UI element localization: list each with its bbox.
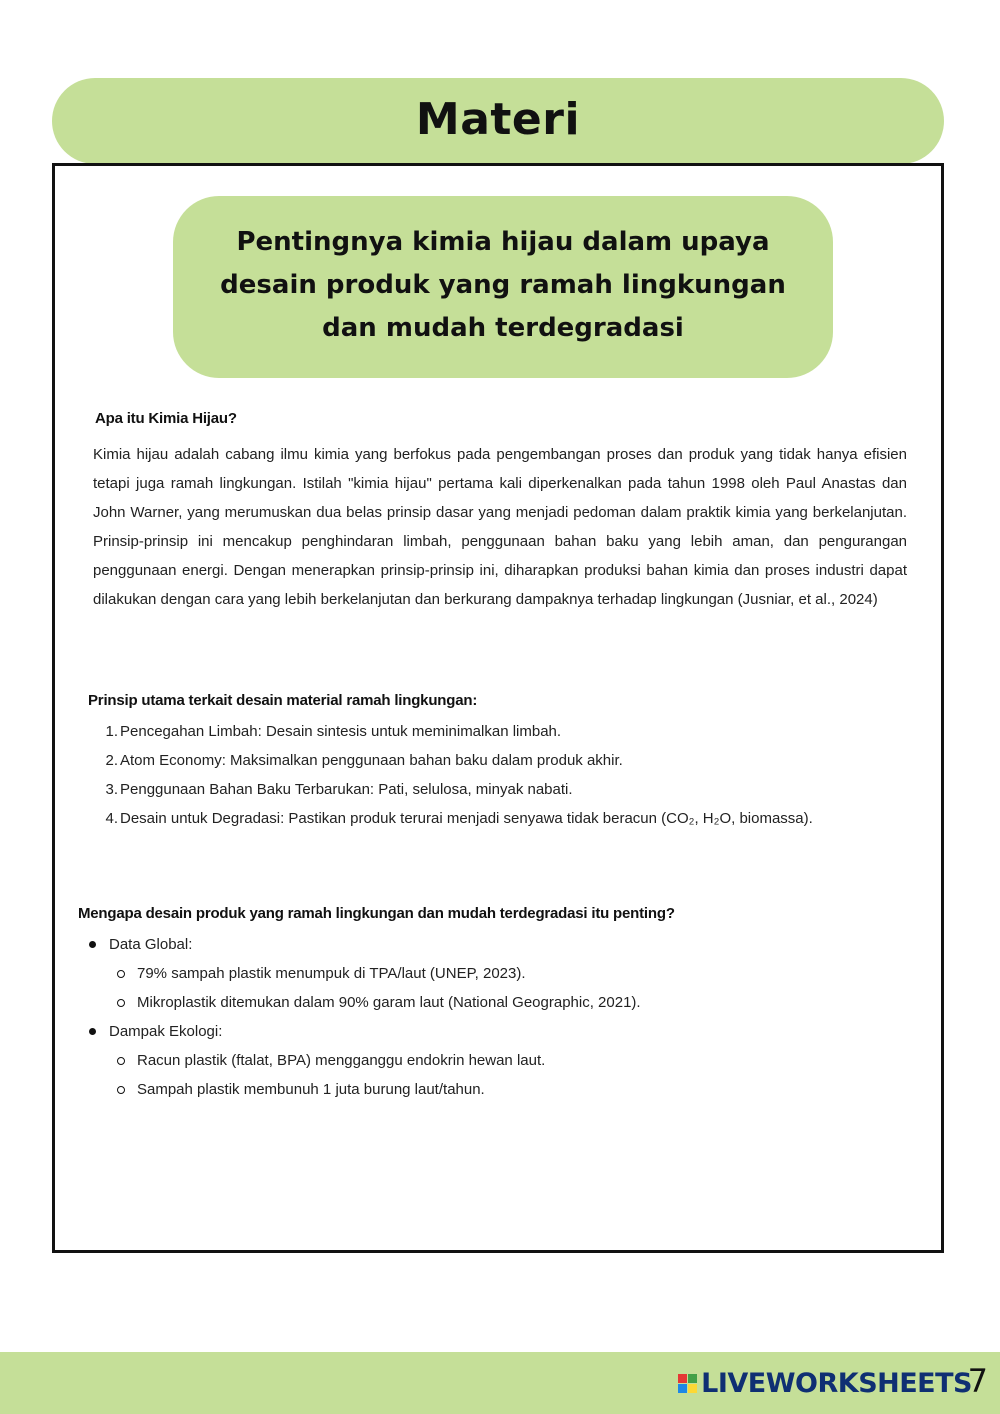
liveworksheets-logo[interactable]	[678, 1368, 972, 1399]
sub-bullet-icon	[117, 1086, 125, 1094]
page-title: Materi	[415, 93, 581, 145]
list-item: 4. Desain untuk Degradasi: Pastikan produk terurai menjadi senyawa tidak beracun (CO₂, H₂O, biomassa).	[105, 810, 813, 827]
list-item: Mikroplastik ditemukan dalam 90% garam laut (National Geographic, 2021).	[83, 988, 883, 1017]
bullet-icon	[89, 1028, 96, 1035]
list-item: Racun plastik (ftalat, BPA) mengganggu endokrin hewan laut.	[83, 1046, 883, 1075]
sub-bullet-icon	[117, 1057, 125, 1065]
principles-list	[99, 717, 879, 833]
sub-bullet-icon	[117, 999, 125, 1007]
list-item: 79% sampah plastik menumpuk di TPA/laut (UNEP, 2023).	[83, 959, 883, 988]
section-heading-prinsip: Prinsip utama terkait desain material ramah lingkungan:	[88, 692, 478, 709]
brand-name: LIVEWORKSHEETS	[701, 1368, 972, 1399]
header-banner	[52, 78, 944, 164]
list-item: 3. Penggunaan Bahan Baku Terbarukan: Pati, selulosa, minyak nabati.	[105, 781, 573, 798]
sub-bullet-icon	[117, 970, 125, 978]
content-box	[52, 163, 944, 1253]
subtitle-banner	[173, 196, 833, 378]
list-item: 2. Atom Economy: Maksimalkan penggunaan bahan baku dalam produk akhir.	[105, 752, 623, 769]
footer-band	[0, 1352, 1000, 1414]
list-item: Sampah plastik membunuh 1 juta burung laut/tahun.	[83, 1075, 883, 1104]
reasons-list	[83, 930, 883, 1104]
list-item: 1. Pencegahan Limbah: Desain sintesis untuk meminimalkan limbah.	[105, 723, 562, 740]
section-paragraph: Kimia hijau adalah cabang ilmu kimia yang berfokus pada pengembangan proses dan produk yang tidak hanya efisien tetapi juga ramah lingkungan. Istilah "kimia hijau" pertama kali diperkenalkan pada tahun 1998 oleh Paul Anastas dan John Warner, yang merumuskan dua belas prinsip dasar yang menjadi pedoman dalam praktik kimia yang berkelanjutan. Prinsip-prinsip ini mencakup penghindaran limbah, penggunaan bahan baku yang lebih aman, dan pengurangan penggunaan energi. Dengan menerapkan prinsip-prinsip ini, diharapkan produksi bahan kimia dan proses industri dapat dilakukan dengan cara yang lebih berkelanjutan dan berkurang dampaknya terhadap lingkungan (Jusniar, et al., 2024)	[93, 446, 907, 608]
page-number: 7	[967, 1362, 988, 1400]
bullet-icon	[89, 941, 96, 948]
liveworksheets-icon	[678, 1374, 697, 1393]
list-item: Data Global:	[83, 930, 883, 959]
subtitle-text: Pentingnya kimia hijau dalam upaya desain produk yang ramah lingkungan dan mudah terdegradasi	[220, 226, 786, 343]
list-item: Dampak Ekologi:	[83, 1017, 883, 1046]
section-heading-kimia-hijau: Apa itu Kimia Hijau?	[95, 410, 237, 427]
section-heading-mengapa: Mengapa desain produk yang ramah lingkungan dan mudah terdegradasi itu penting?	[78, 905, 675, 922]
